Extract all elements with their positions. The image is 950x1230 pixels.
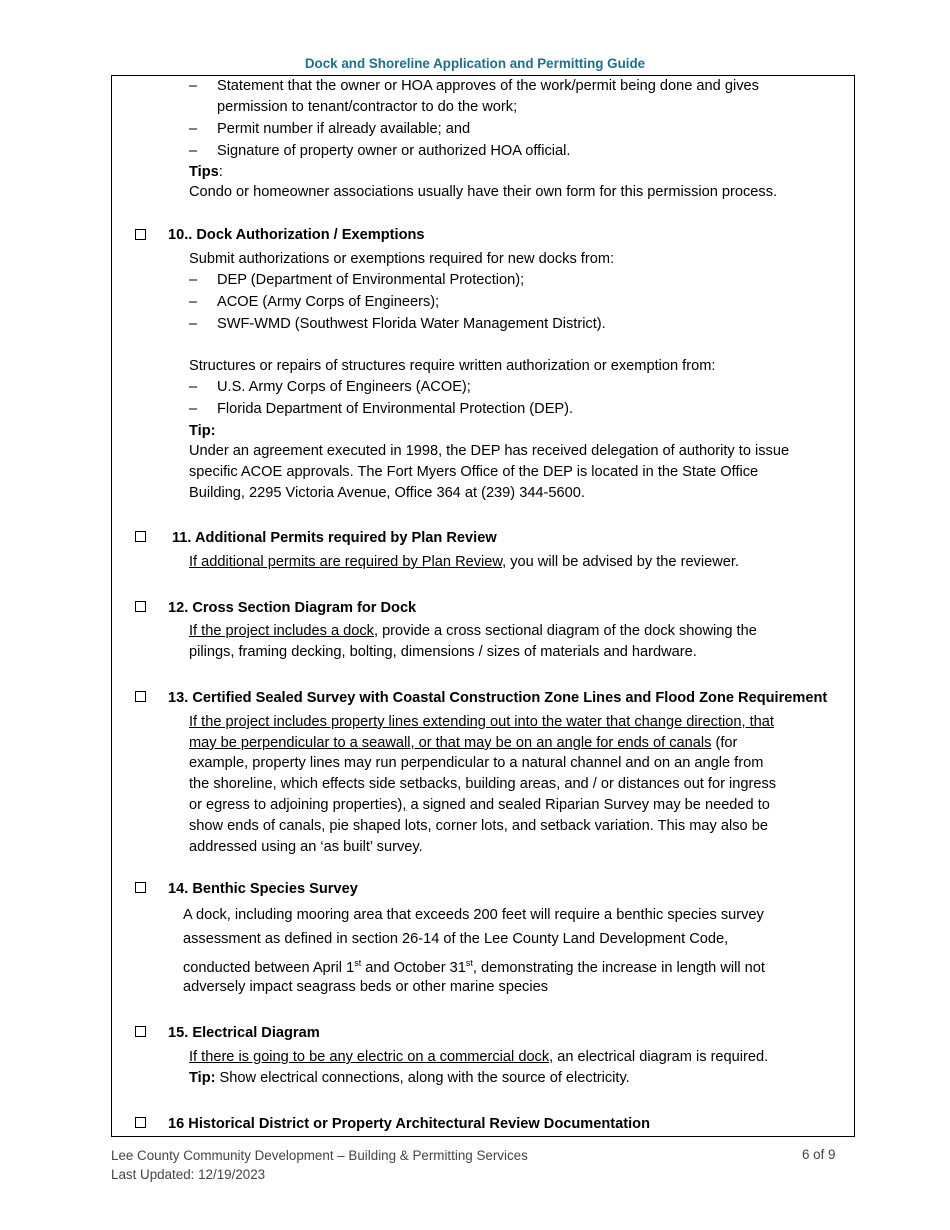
bullet-dash: – [189,272,198,288]
text-part: a signed and sealed Riparian Survey may be needed to [406,797,770,813]
text-part: and October 31 [361,959,466,976]
footer-org: Lee County Community Development – Building & Permitting Services [111,1148,528,1163]
section-14-line2: assessment as defined in section 26-14 of the Lee County Land Development Code, [183,931,729,947]
section-15-heading: 15. Electrical Diagram [168,1025,320,1041]
bullet-dash: – [189,379,198,395]
text-rest: you will be advised by the reviewer. [506,554,739,570]
text-rest: an electrical diagram is required. [553,1049,769,1065]
bullet-dash: – [189,294,198,310]
section-15-text [189,1047,768,1068]
bullet-dash: – [189,401,198,417]
text-part: conducted between April 1 [183,959,355,976]
checkbox-15[interactable] [135,1026,146,1037]
tips-colon: : [218,164,223,180]
underlined-condition: If the project includes a dock, [189,623,379,639]
tip-label: Tip: [189,1070,216,1086]
section-13-line2 [189,733,737,754]
text-rest: provide a cross sectional diagram of the dock showing the [378,623,757,639]
section-13-line7: addressed using an ‘as built’ survey. [189,839,423,855]
underlined-condition: If there is going to be any electric on a commercial dock, [189,1049,554,1065]
checkbox-14[interactable] [135,882,146,893]
checkbox-13[interactable] [135,691,146,702]
tips-line [189,162,223,183]
checkbox-11[interactable] [135,531,146,542]
list-item: Permit number if already available; and [217,121,471,137]
list-item: Signature of property owner or authorized HOA official. [217,143,571,159]
bullet-dash: – [189,78,198,94]
section-12-text [189,621,757,642]
checkbox-12[interactable] [135,601,146,612]
section-13-line4: the shoreline, which effects side setbacks, building areas, and / or distances out for ingress [189,776,777,792]
bullet-dash: – [189,316,198,332]
text-part: or egress to adjoining properties) [189,797,403,813]
tip-line: specific ACOE approvals. The Fort Myers Office of the DEP is located in the State Office [189,464,759,480]
section-16-heading: 16 Historical District or Property Architectural Review Documentation [168,1116,650,1132]
section-15-tip [189,1068,630,1089]
section-11-text [189,552,739,573]
section-13-line1: If the project includes property lines extending out into the water that change direction, that [189,714,774,730]
list-item: SWF-WMD (Southwest Florida Water Management District). [217,316,606,332]
list-item: ACOE (Army Corps of Engineers); [217,294,440,310]
list-item-cont: permission to tenant/contractor to do the work; [217,99,518,115]
section-14-line1: A dock, including mooring area that exceeds 200 feet will require a benthic species survey [183,907,764,923]
section-13-line5 [189,795,770,816]
page-number: 6 of 9 [802,1147,836,1162]
section-14-heading: 14. Benthic Species Survey [168,881,358,897]
checkbox-16[interactable] [135,1117,146,1128]
list-item: Florida Department of Environmental Protection (DEP). [217,401,574,417]
section-10-heading: 10.. Dock Authorization / Exemptions [168,227,425,243]
section-10-intro: Submit authorizations or exemptions required for new docks from: [189,251,615,267]
section-14-line4: adversely impact seagrass beds or other marine species [183,979,549,995]
underlined-condition: may be perpendicular to a seawall, or that may be on an angle for ends of canals [189,735,712,751]
tip-text: Show electrical connections, along with the source of electricity. [215,1070,630,1086]
checkbox-10[interactable] [135,229,146,240]
tip-line: Building, 2295 Victoria Avenue, Office 364 at (239) 344-5600. [189,485,585,501]
page-header-title: Dock and Shoreline Application and Permitting Guide [304,56,646,71]
section-13-line3: example, property lines may run perpendicular to a natural channel and on an angle from [189,755,764,771]
list-item: DEP (Department of Environmental Protection); [217,272,525,288]
tip-label: Tip: [189,423,216,439]
underlined-condition: If additional permits are required by Plan Review, [189,554,507,570]
section-13-heading: 13. Certified Sealed Survey with Coastal Construction Zone Lines and Flood Zone Requirement [168,690,828,706]
tips-text: Condo or homeowner associations usually have their own form for this permission process. [189,184,778,200]
text-part: , demonstrating the increase in length will not [472,959,765,976]
list-item: U.S. Army Corps of Engineers (ACOE); [217,379,471,395]
footer-updated: Last Updated: 12/19/2023 [111,1167,266,1182]
ordinal-suffix: st [354,958,362,968]
bullet-dash: – [189,143,198,159]
list-item: Statement that the owner or HOA approves of the work/permit being done and gives [217,78,759,94]
text-rest: (for [711,735,738,751]
tip-line: Under an agreement executed in 1998, the DEP has received delegation of authority to issue [189,443,790,459]
section-12-heading: 12. Cross Section Diagram for Dock [168,600,417,616]
section-10-intro2: Structures or repairs of structures require written authorization or exemption from: [189,358,716,374]
ordinal-suffix: st [465,958,473,968]
section-12-line2: pilings, framing decking, bolting, dimensions / sizes of materials and hardware. [189,644,697,660]
bullet-dash: – [189,121,198,137]
tips-label: Tips [189,164,219,180]
underlined-comma: , [402,797,407,813]
section-11-heading: 11. Additional Permits required by Plan Review [172,530,497,546]
section-13-line6: show ends of canals, pie shaped lots, corner lots, and setback variation. This may also be [189,818,768,834]
